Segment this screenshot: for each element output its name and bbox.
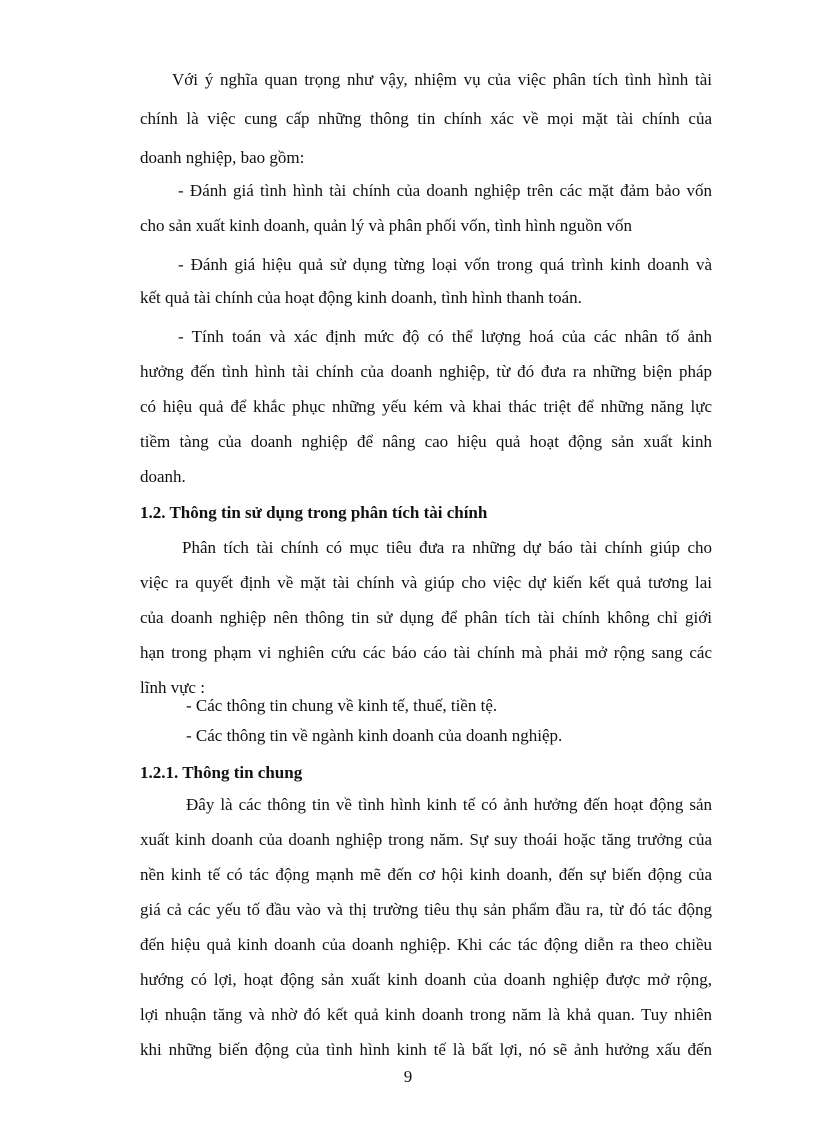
text-line: lợi nhuận tăng và nhờ đó kết quả kinh doanh trong năm là khả quan. Tuy nhiên: [140, 1005, 712, 1024]
list-item: - Các thông tin chung về kinh tế, thuế, tiền tệ.: [186, 696, 498, 715]
text-line: tiềm tàng của doanh nghiệp để nâng cao hiệu quả hoạt động sản xuất kinh: [140, 432, 712, 451]
section-heading: 1.2. Thông tin sử dụng trong phân tích tài chính: [140, 503, 488, 522]
text-line: hưởng đến tình hình tài chính của doanh nghiệp, từ đó đưa ra những biện pháp: [140, 362, 712, 381]
text-line: chính là việc cung cấp những thông tin chính xác về mọi mặt tài chính của: [140, 109, 712, 128]
text-line: xuất kinh doanh của doanh nghiệp trong năm. Sự suy thoái hoặc tăng trưởng của: [140, 830, 712, 849]
text-line: - Tính toán và xác định mức độ có thể lượng hoá của các nhân tố ảnh: [178, 327, 712, 346]
text-line: việc ra quyết định về mặt tài chính và giúp cho việc dự kiến kết quả tương lai: [140, 573, 712, 592]
text-line: kết quả tài chính của hoạt động kinh doanh, tình hình thanh toán.: [140, 288, 582, 307]
subsection-heading: 1.2.1. Thông tin chung: [140, 763, 303, 782]
text-line: khi những biến động của tình hình kinh tế là bất lợi, nó sẽ ảnh hưởng xấu đến: [140, 1040, 712, 1059]
text-line: có hiệu quả để khắc phục những yếu kém và khai thác triệt để những năng lực: [140, 397, 712, 416]
text-line: Phân tích tài chính có mục tiêu đưa ra những dự báo tài chính giúp cho: [182, 538, 712, 557]
text-line: nền kinh tế có tác động mạnh mẽ đến cơ hội kinh doanh, đến sự biến động của: [140, 865, 712, 884]
text-line: lĩnh vực :: [140, 678, 205, 697]
text-line: - Đánh giá hiệu quả sử dụng từng loại vốn trong quá trình kinh doanh và: [178, 255, 712, 274]
text-line: của doanh nghiệp nên thông tin sử dụng để phân tích tài chính không chỉ giới: [140, 608, 712, 627]
text-line: hạn trong phạm vi nghiên cứu các báo cáo tài chính mà phải mở rộng sang các: [140, 643, 712, 662]
text-line: doanh nghiệp, bao gồm:: [140, 148, 305, 167]
text-line: giá cả các yếu tố đầu vào và thị trường tiêu thụ sản phẩm đầu ra, từ đó tác động: [140, 900, 712, 919]
text-line: Với ý nghĩa quan trọng như vậy, nhiệm vụ của việc phân tích tình hình tài: [172, 70, 712, 89]
text-line: cho sản xuất kinh doanh, quản lý và phân phối vốn, tình hình nguồn vốn: [140, 216, 632, 235]
text-line: doanh.: [140, 467, 186, 486]
text-line: đến hiệu quả kinh doanh của doanh nghiệp. Khi các tác động diễn ra theo chiều: [140, 935, 712, 954]
text-line: - Đánh giá tình hình tài chính của doanh nghiệp trên các mặt đảm bảo vốn: [178, 181, 712, 200]
page-number: 9: [403, 1067, 413, 1086]
list-item: - Các thông tin về ngành kinh doanh của doanh nghiệp.: [186, 726, 563, 745]
text-line: Đây là các thông tin về tình hình kinh tế có ảnh hưởng đến hoạt động sản: [186, 795, 712, 814]
text-line: hướng có lợi, hoạt động sản xuất kinh doanh của doanh nghiệp được mở rộng,: [140, 970, 712, 989]
